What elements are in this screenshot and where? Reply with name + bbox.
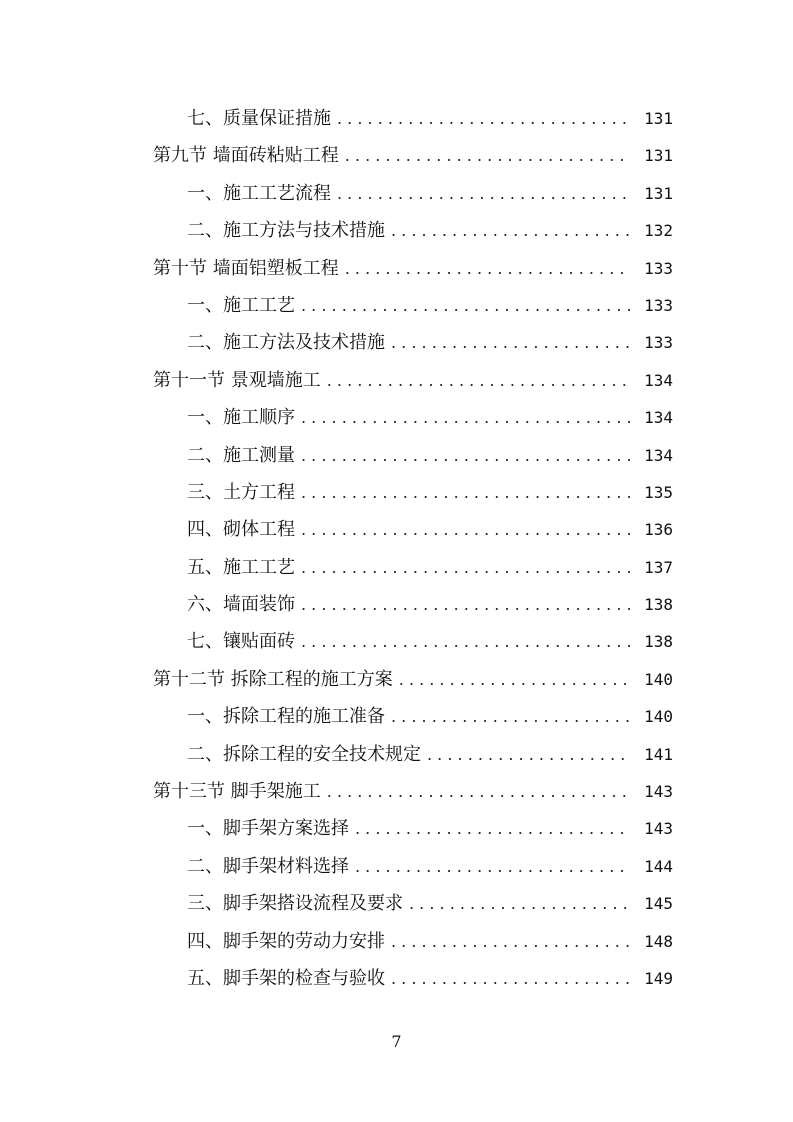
toc-dot-leader	[301, 399, 631, 436]
toc-entry[interactable]	[153, 324, 673, 361]
toc-entry-page: 143	[644, 819, 673, 839]
toc-entry-page: 135	[644, 482, 673, 502]
toc-entry-label: 第十二节 拆除工程的施工方案	[153, 668, 393, 690]
toc-dot-leader	[327, 773, 631, 810]
toc-entry[interactable]	[153, 586, 673, 623]
toc-dot-leader	[327, 362, 631, 399]
toc-dot-leader	[301, 437, 631, 474]
toc-entry-label: 一、拆除工程的施工准备	[187, 706, 385, 728]
toc-entry[interactable]	[153, 437, 673, 474]
toc-dot-leader	[409, 885, 631, 922]
toc-entry-label: 二、脚手架材料选择	[187, 855, 349, 877]
toc-entry-label: 二、施工方法及技术措施	[187, 332, 385, 354]
toc-entry-label: 二、施工测量	[187, 444, 295, 466]
toc-entry-page: 140	[644, 669, 673, 689]
toc-entry-page: 136	[644, 520, 673, 540]
toc-dot-leader	[355, 810, 631, 847]
toc-entry-label: 三、土方工程	[187, 481, 295, 503]
toc-entry[interactable]	[153, 511, 673, 548]
toc-dot-leader	[355, 848, 631, 885]
toc-entry-page: 141	[644, 744, 673, 764]
toc-entry-page: 133	[644, 258, 673, 278]
toc-entry-page: 149	[644, 968, 673, 988]
toc-entry-label: 五、脚手架的检查与验收	[187, 967, 385, 989]
toc-entry[interactable]	[153, 623, 673, 660]
toc-entry[interactable]	[153, 137, 673, 174]
toc-entry[interactable]	[153, 661, 673, 698]
toc-dot-leader	[399, 661, 631, 698]
toc-entry-page: 134	[644, 445, 673, 465]
toc-dot-leader	[337, 175, 631, 212]
toc-entry-page: 137	[644, 557, 673, 577]
toc-entry-label: 第九节 墙面砖粘贴工程	[153, 145, 339, 167]
toc-dot-leader	[345, 250, 631, 287]
toc-entry[interactable]	[153, 250, 673, 287]
toc-dot-leader	[391, 698, 631, 735]
toc-entry[interactable]	[153, 212, 673, 249]
toc-entry-page: 134	[644, 370, 673, 390]
toc-entry-page: 145	[644, 894, 673, 914]
toc-dot-leader	[427, 736, 631, 773]
toc-dot-leader	[391, 324, 631, 361]
toc-entry-label: 七、质量保证措施	[187, 108, 331, 129]
toc-entry-label: 四、脚手架的劳动力安排	[187, 930, 385, 952]
toc-entry-label: 二、拆除工程的安全技术规定	[187, 743, 421, 765]
toc-entry[interactable]	[153, 736, 673, 773]
toc-entry[interactable]	[153, 287, 673, 324]
toc-entry-label: 五、施工工艺	[187, 556, 295, 578]
toc-entry-page: 144	[644, 856, 673, 876]
toc-entry-label: 一、脚手架方案选择	[187, 818, 349, 840]
toc-entry-page: 131	[644, 183, 673, 203]
toc-entry[interactable]	[153, 100, 673, 137]
toc-entry-label: 六、墙面装饰	[187, 594, 295, 616]
toc-entry[interactable]	[153, 923, 673, 960]
toc-entry[interactable]	[153, 362, 673, 399]
toc-dot-leader	[301, 474, 631, 511]
toc-entry-label: 二、施工方法与技术措施	[187, 220, 385, 242]
toc-entry[interactable]	[153, 810, 673, 847]
table-of-contents	[153, 100, 673, 997]
toc-entry-page: 131	[644, 109, 673, 128]
toc-dot-leader	[391, 212, 631, 249]
toc-entry[interactable]	[153, 960, 673, 997]
toc-entry-label: 第十节 墙面铝塑板工程	[153, 257, 339, 279]
toc-entry[interactable]	[153, 773, 673, 810]
toc-dot-leader	[301, 586, 631, 623]
toc-entry-label: 四、砌体工程	[187, 519, 295, 541]
toc-entry[interactable]	[153, 549, 673, 586]
toc-entry-label: 三、脚手架搭设流程及要求	[187, 893, 403, 915]
toc-entry[interactable]	[153, 848, 673, 885]
toc-entry-page: 133	[644, 295, 673, 315]
toc-entry[interactable]	[153, 698, 673, 735]
page-number: 7	[391, 1032, 402, 1051]
toc-entry-page: 132	[644, 221, 673, 241]
toc-entry[interactable]	[153, 175, 673, 212]
toc-entry[interactable]	[153, 885, 673, 922]
toc-entry-label: 一、施工工艺流程	[187, 182, 331, 204]
toc-entry-page: 131	[644, 146, 673, 166]
toc-entry-page: 138	[644, 632, 673, 652]
toc-entry[interactable]	[153, 474, 673, 511]
toc-entry-label: 第十三节 脚手架施工	[153, 781, 321, 803]
toc-dot-leader	[301, 549, 631, 586]
toc-entry-label: 一、施工工艺	[187, 294, 295, 316]
toc-dot-leader	[301, 287, 631, 324]
toc-entry-page: 133	[644, 333, 673, 353]
toc-entry-page: 140	[644, 707, 673, 727]
toc-entry-label: 七、镶贴面砖	[187, 631, 295, 653]
toc-entry-page: 138	[644, 595, 673, 615]
toc-dot-leader	[337, 100, 631, 137]
toc-entry-page: 143	[644, 782, 673, 802]
toc-entry[interactable]	[153, 399, 673, 436]
toc-entry-page: 134	[644, 408, 673, 428]
toc-dot-leader	[391, 923, 631, 960]
toc-dot-leader	[301, 511, 631, 548]
toc-entry-label: 第十一节 景观墙施工	[153, 369, 321, 391]
toc-entry-page: 148	[644, 931, 673, 951]
toc-dot-leader	[391, 960, 631, 997]
toc-dot-leader	[345, 137, 631, 174]
toc-dot-leader	[301, 623, 631, 660]
toc-entry-label: 一、施工顺序	[187, 407, 295, 429]
